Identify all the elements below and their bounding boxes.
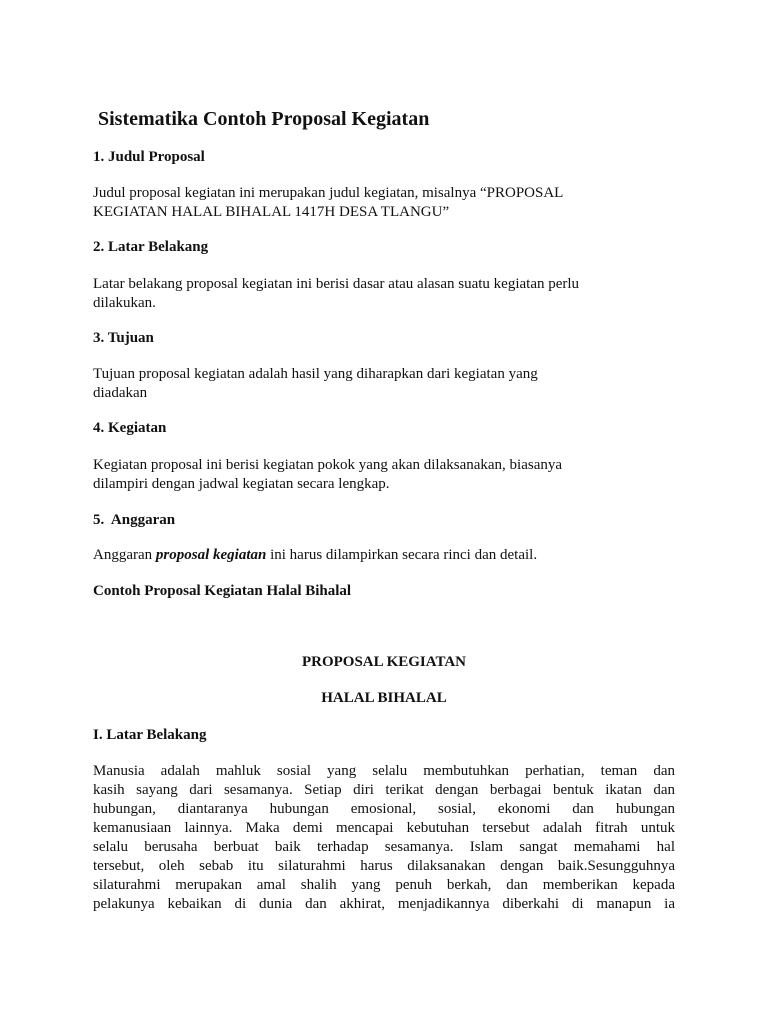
paragraph-line: dilampiri dengan jadwal kegiatan secara lengkap. bbox=[93, 476, 390, 492]
emphasis-text: proposal kegiatan bbox=[155, 547, 267, 563]
paragraph-line: kemanusiaan lainnya. Maka demi mencapai kebutuhan tersebut adalah fitrah untuk bbox=[93, 820, 675, 836]
text-segment: ini harus dilampirkan secara rinci dan detail. bbox=[266, 547, 538, 563]
document-title: Sistematika Contoh Proposal Kegiatan bbox=[98, 108, 430, 130]
section-heading-kegiatan: 4. Kegiatan bbox=[93, 420, 167, 436]
section-i-heading: I. Latar Belakang bbox=[93, 727, 207, 743]
proposal-title: PROPOSAL KEGIATAN bbox=[301, 654, 467, 670]
section-heading-anggaran: 5. Anggaran bbox=[93, 512, 176, 528]
paragraph-line: Kegiatan proposal ini berisi kegiatan pokok yang akan dilaksanakan, biasanya bbox=[93, 457, 563, 473]
paragraph-line: tersebut, oleh sebab itu silaturahmi harus dilaksanakan dengan baik.Sesungguhnya bbox=[93, 858, 675, 874]
section-i-paragraph bbox=[93, 762, 675, 914]
paragraph-line: Judul proposal kegiatan ini merupakan judul kegiatan, misalnya “PROPOSAL bbox=[93, 185, 564, 201]
proposal-subtitle: HALAL BIHALAL bbox=[321, 690, 447, 706]
paragraph-line: kasih sayang dari sesamanya. Setiap diri terikat dengan berbagai bentuk ikatan dan bbox=[93, 782, 675, 798]
text-segment: Anggaran bbox=[93, 547, 156, 563]
paragraph-line: hubungan, diantaranya hubungan emosional, sosial, ekonomi dan hubungan bbox=[93, 801, 675, 817]
paragraph-line bbox=[93, 546, 537, 565]
paragraph-line: diadakan bbox=[93, 385, 148, 401]
paragraph-line: silaturahmi merupakan amal shalih yang penuh berkah, dan memberikan kepada bbox=[93, 877, 675, 893]
paragraph-line: Latar belakang proposal kegiatan ini berisi dasar atau alasan suatu kegiatan perlu bbox=[93, 276, 580, 292]
section-heading-judul: 1. Judul Proposal bbox=[93, 149, 205, 165]
section-heading-latar-belakang: 2. Latar Belakang bbox=[93, 239, 209, 255]
section-heading-tujuan: 3. Tujuan bbox=[93, 330, 154, 346]
paragraph-line: pelakunya kebaikan di dunia dan akhirat, menjadikannya diberkahi di manapun ia bbox=[93, 896, 675, 912]
paragraph-line: dilakukan. bbox=[93, 295, 156, 311]
paragraph-line: KEGIATAN HALAL BIHALAL 1417H DESA TLANGU” bbox=[93, 204, 450, 220]
example-heading: Contoh Proposal Kegiatan Halal Bihalal bbox=[93, 583, 352, 599]
paragraph-line: selalu berusaha berbuat baik terhadap sesamanya. Islam sangat memahami hal bbox=[93, 839, 675, 855]
paragraph-line: Manusia adalah mahluk sosial yang selalu membutuhkan perhatian, teman dan bbox=[93, 763, 675, 779]
paragraph-line: Tujuan proposal kegiatan adalah hasil yang diharapkan dari kegiatan yang bbox=[93, 366, 538, 382]
